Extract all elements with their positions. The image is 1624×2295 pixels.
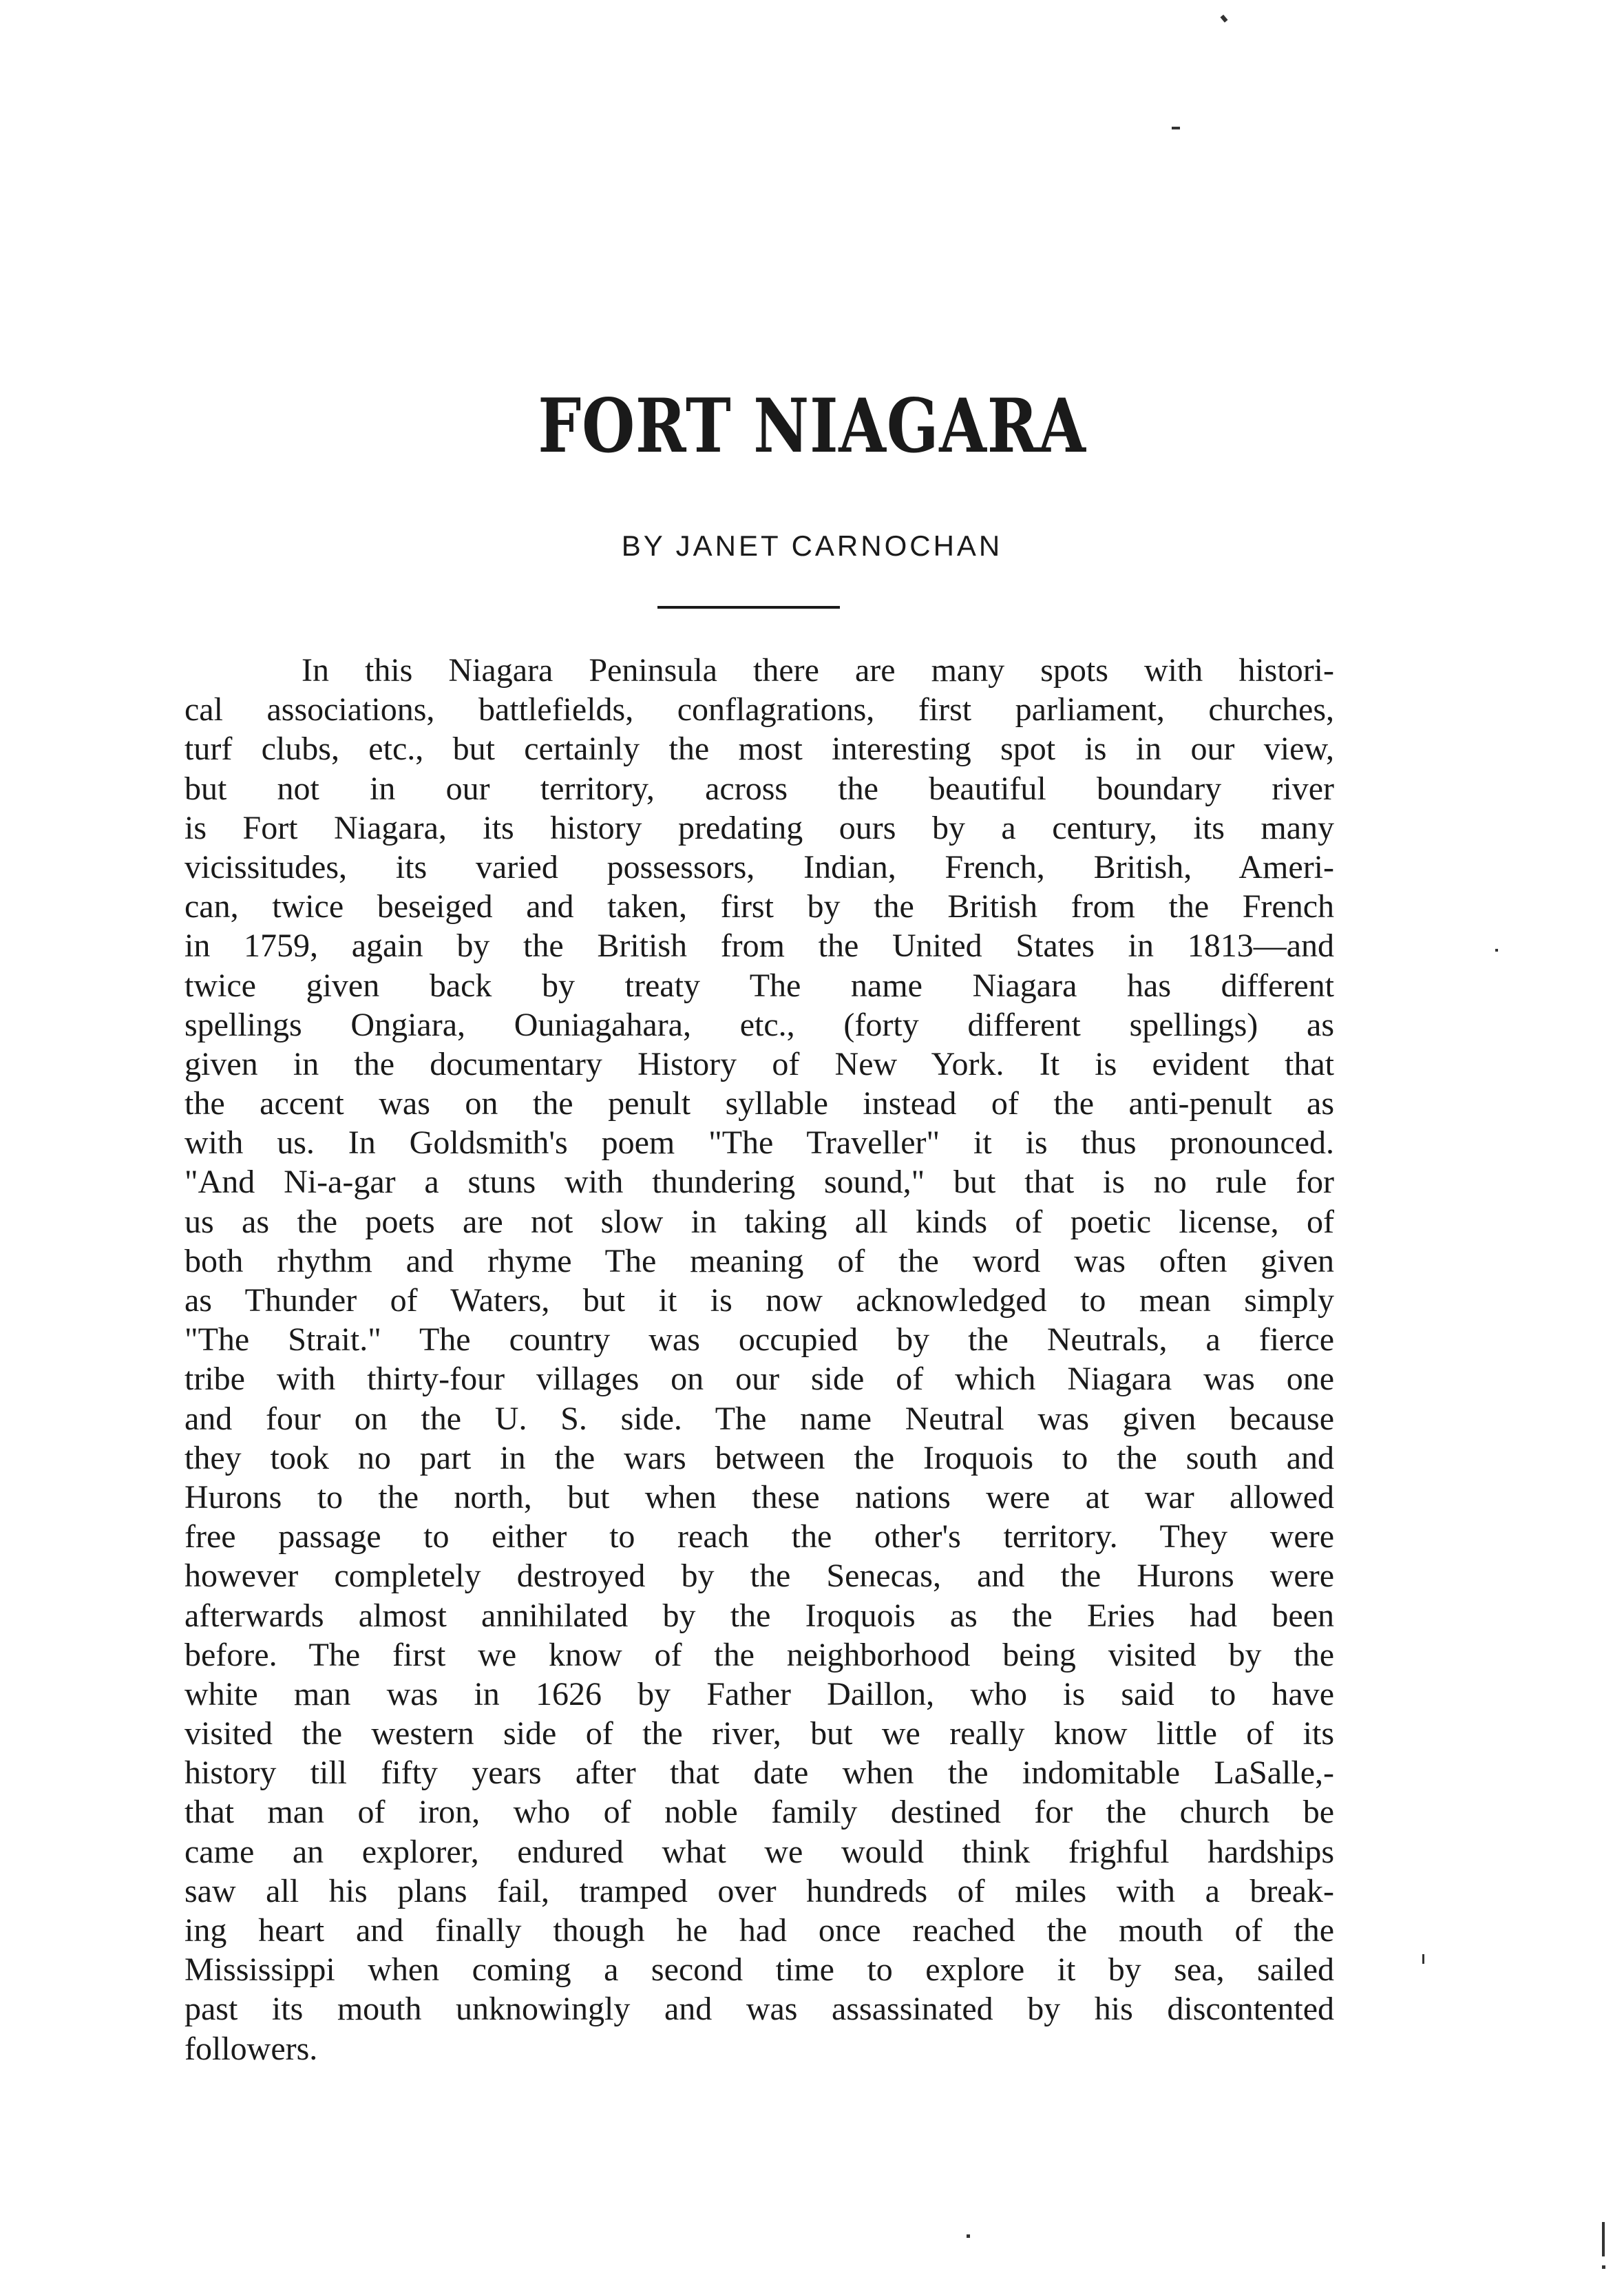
body-line: saw all his plans fail, tramped over hundreds of miles with a break- [184, 1872, 1334, 1909]
scan-speck [1602, 2265, 1605, 2269]
body-line: us as the poets are not slow in taking all kinds of poetic license, of [184, 1203, 1334, 1240]
body-line: before. The first we know of the neighborhood being visited by the [184, 1636, 1334, 1673]
body-line: in 1759, again by the British from the United States in 1813—and [184, 928, 1334, 965]
scan-speck [1172, 127, 1180, 129]
body-line: can, twice beseiged and taken, first by the British from the French [184, 888, 1334, 925]
body-line: visited the western side of the river, but we really know little of its [184, 1715, 1334, 1752]
body-line: given in the documentary History of New York. It is evident that [184, 1045, 1334, 1082]
body-line: and four on the U. S. side. The name Neutral was given because [184, 1400, 1334, 1437]
body-line: "The Strait." The country was occupied by the Neutrals, a fierce [184, 1321, 1334, 1359]
body-line: twice given back by treaty The name Niagara has different [184, 967, 1334, 1004]
body-line: but not in our territory, across the beautiful boundary river [184, 770, 1334, 807]
body-line: they took no part in the wars between the Iroquois to the south and [184, 1439, 1334, 1476]
body-line: is Fort Niagara, its history predating ours by a century, its many [184, 809, 1334, 846]
body-line: as Thunder of Waters, but it is now acknowledged to mean simply [184, 1282, 1334, 1319]
body-line: In this Niagara Peninsula there are many spots with histori- [302, 652, 1334, 689]
page-title: FORT NIAGARA [538, 383, 1086, 470]
body-line: tribe with thirty-four villages on our side of which Niagara was one [184, 1361, 1334, 1398]
body-line: that man of iron, who of noble family destined for the church be [184, 1794, 1334, 1831]
scan-speck [1422, 1954, 1424, 1964]
body-line: the accent was on the penult syllable instead of the anti-penult as [184, 1085, 1334, 1122]
body-line: vicissitudes, its varied possessors, Indian, French, British, Ameri- [184, 848, 1334, 885]
body-line: both rhythm and rhyme The meaning of the word was often given [184, 1242, 1334, 1279]
body-line: afterwards almost annihilated by the Iroquois as the Eries had been [184, 1597, 1334, 1634]
body-line: turf clubs, etc., but certainly the most interesting spot is in our view, [184, 731, 1334, 768]
body-line: "And Ni-a-gar a stuns with thundering sound," but that is no rule for [184, 1164, 1334, 1201]
body-line: free passage to either to reach the other's territory. They were [184, 1518, 1334, 1555]
body-line: past its mouth unknowingly and was assassinated by his discontented [184, 1991, 1334, 2028]
scan-speck [1220, 14, 1227, 23]
body-line: white man was in 1626 by Father Daillon, who is said to have [184, 1675, 1334, 1712]
body-line: history till fifty years after that date when the indomitable LaSalle,- [184, 1754, 1334, 1792]
scan-speck [1495, 949, 1498, 952]
title-divider [657, 606, 840, 609]
article-body [184, 651, 1334, 2068]
body-line: ing heart and finally though he had once reached the mouth of the [184, 1912, 1334, 1949]
author-byline: BY JANET CARNOCHAN [621, 530, 1003, 562]
body-line: spellings Ongiara, Ouniagahara, etc., (forty different spellings) as [184, 1006, 1334, 1043]
body-line: cal associations, battlefields, conflagrations, first parliament, churches, [184, 691, 1334, 729]
body-line: with us. In Goldsmith's poem "The Traveller" it is thus pronounced. [184, 1124, 1334, 1162]
body-line: Mississippi when coming a second time to explore it by sea, sailed [184, 1951, 1334, 1989]
body-line: came an explorer, endured what we would think frighful hardships [184, 1833, 1334, 1870]
body-line: Hurons to the north, but when these nations were at war allowed [184, 1478, 1334, 1516]
scan-speck [967, 2234, 970, 2238]
scan-speck [1602, 2222, 1605, 2256]
body-line: however completely destroyed by the Senecas, and the Hurons were [184, 1558, 1334, 1595]
body-line: followers. [184, 2030, 318, 2067]
